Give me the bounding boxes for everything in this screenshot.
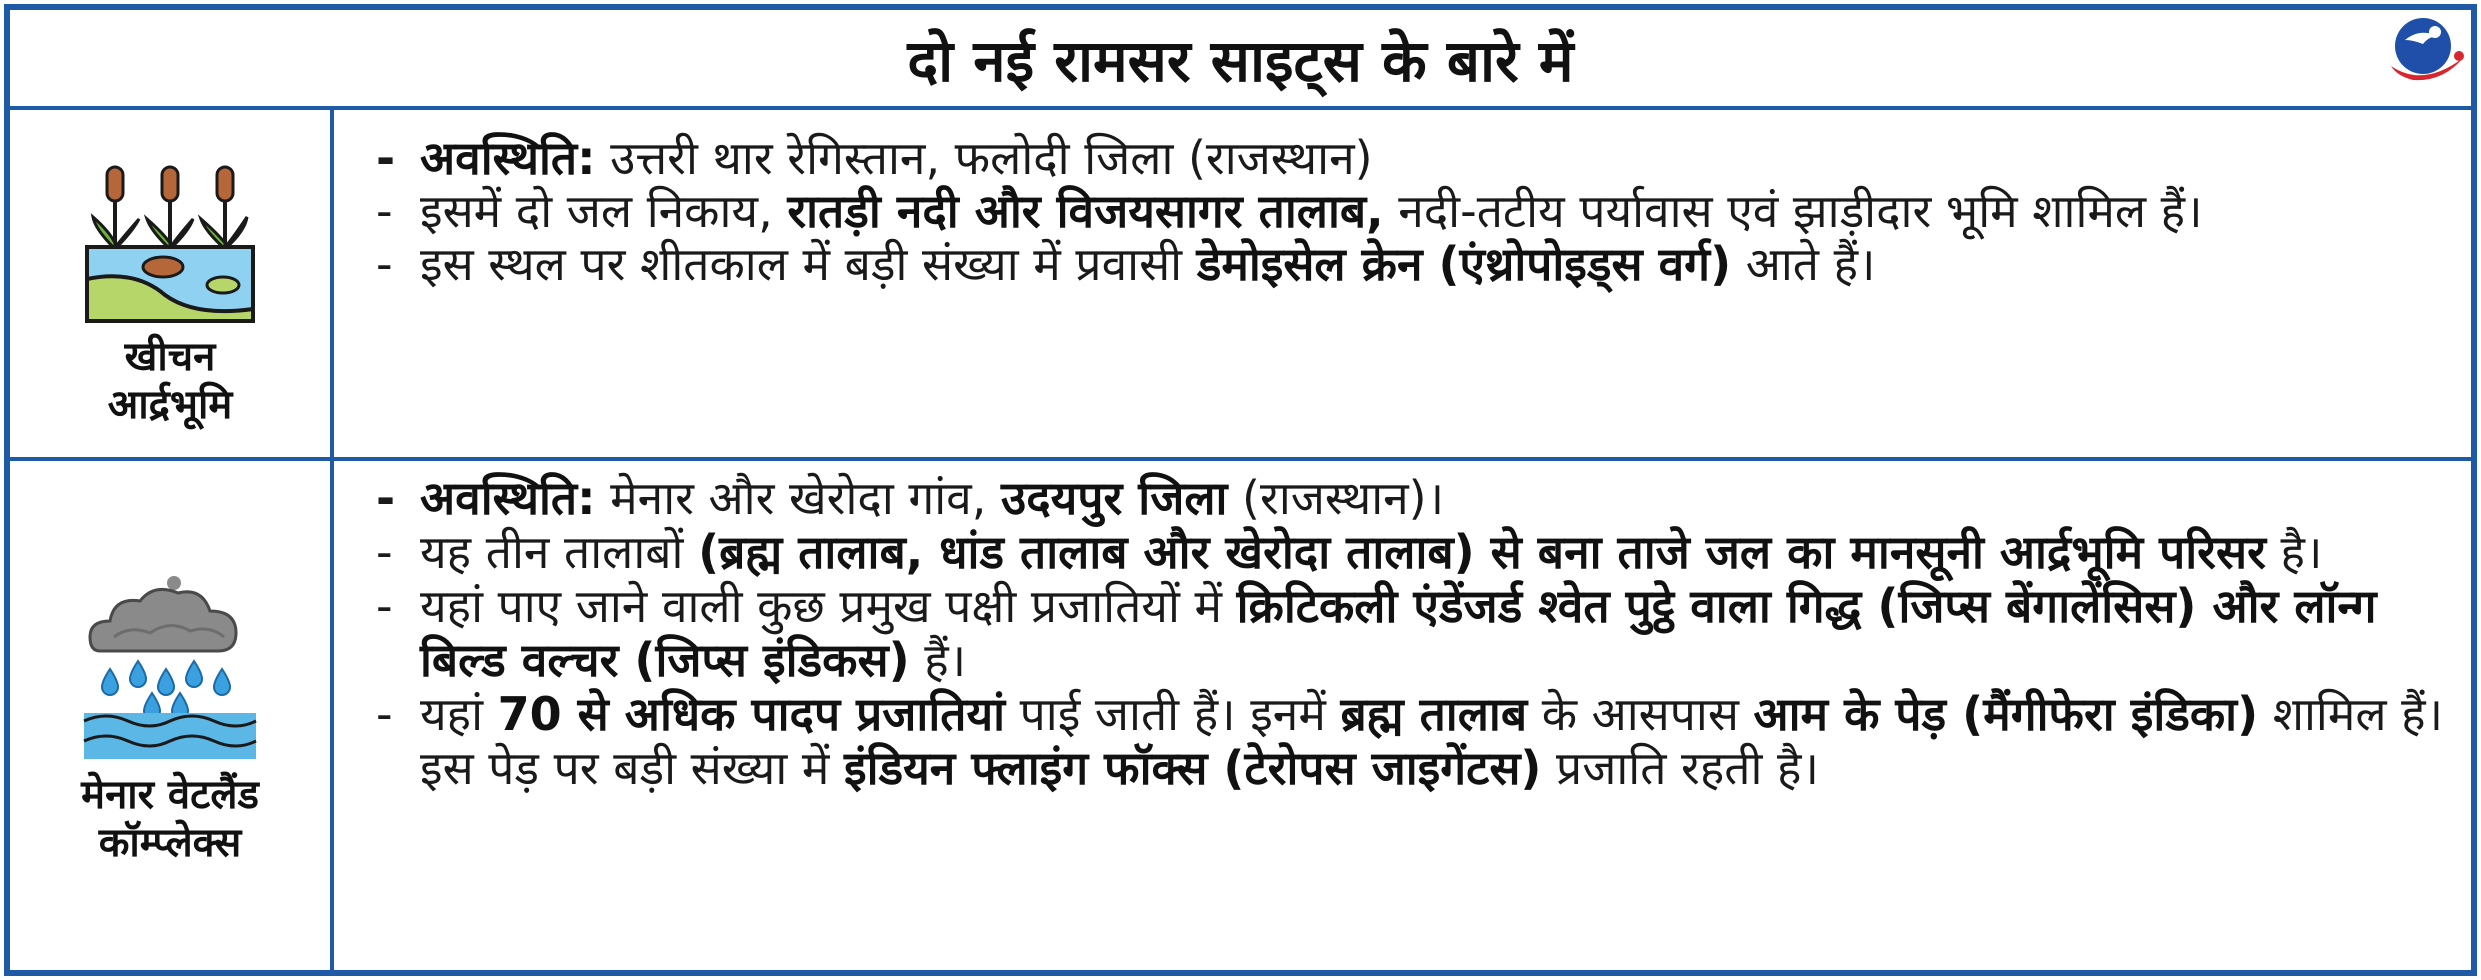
rain-cloud-water-icon (70, 565, 270, 765)
text: मेनार और खेरोदा गांव, (595, 471, 1002, 525)
bold-text: उदयपुर जिला (1001, 471, 1228, 525)
bullet-list (374, 132, 2457, 291)
bold-text: अवस्थिति: (420, 131, 596, 185)
bullet-list (374, 471, 2457, 795)
bold-text: डेमोइसेल क्रेन (एंथ्रोपोइड्स वर्ग) (1196, 237, 1732, 291)
text: है। (2265, 525, 2323, 579)
bold-text: (ब्रह्म तालाब, धांड तालाब और खेरोदा तालाब) से बना ताजे जल का मानसूनी आर्द्रभूमि परिसर (698, 525, 2266, 579)
list-item (374, 525, 2457, 579)
text: (राजस्थान)। (1227, 471, 1445, 525)
list-item (374, 185, 2457, 238)
bold-text: क्रिटिकली एंडेंजर्ड श्वेत पुट्ठे वाला गिद्ध (जिप्स बेंगालेंसिस) और लॉन्ग बिल्ड वल्चर (जिप्स इंडिकस) (420, 579, 2377, 687)
list-item (374, 132, 2457, 185)
list-item (374, 238, 2457, 291)
site-name-line2: आर्द्रभूमि (107, 381, 233, 428)
text: यहां पाए जाने वाली कुछ प्रमुख पक्षी प्रजातियों में (420, 579, 1237, 633)
wetland-reeds-icon (75, 139, 265, 329)
bold-text: ब्रह्म तालाब (1340, 687, 1528, 741)
bold-text: आम के पेड़ (मैंगीफेरा इंडिका) (1753, 687, 2259, 741)
site-label-cell (10, 110, 334, 457)
site-row-menar (10, 461, 2471, 970)
text: इस स्थल पर शीतकाल में बड़ी संख्या में प्रवासी (420, 237, 1197, 291)
list-item (374, 687, 2457, 795)
text: इसमें दो जल निकाय, (420, 184, 788, 238)
page-title: दो नई रामसर साइट्स के बारे में (907, 26, 1574, 95)
text: यहां (420, 687, 498, 741)
site-details-cell (334, 110, 2471, 457)
site-name-line1: मेनार वेटलैंड (81, 771, 259, 818)
text: के आसपास (1527, 687, 1754, 741)
text: प्रजाति रहती है। (1541, 741, 1819, 795)
list-item (374, 471, 2457, 525)
brand-logo-icon (2383, 10, 2469, 96)
site-label-cell (10, 461, 334, 970)
info-table (4, 4, 2477, 976)
text: उत्तरी थार रेगिस्तान, फलोदी जिला (राजस्थान) (595, 131, 1373, 185)
bold-text: रातड़ी नदी और विजयसागर तालाब, (787, 184, 1384, 238)
site-name-line2: कॉम्प्लेक्स (98, 819, 242, 866)
bold-text: 70 से अधिक पादप प्रजातियां (497, 687, 1006, 741)
site-name-line1: खीचन (124, 333, 216, 380)
bold-text: इंडियन फ्लाइंग फॉक्स (टेरोपस जाइगेंटस) (844, 741, 1542, 795)
text: यह तीन तालाबों (420, 525, 699, 579)
text: हैं। (909, 633, 967, 687)
text: शामिल हैं। इस पेड़ पर बड़ी संख्या में (420, 687, 2444, 795)
site-row-khichan (10, 110, 2471, 461)
list-item (374, 579, 2457, 687)
title-row (10, 10, 2471, 110)
text: आते हैं। (1731, 237, 1876, 291)
text: पाई जाती हैं। इनमें (1005, 687, 1341, 741)
bold-text: अवस्थिति: (420, 471, 596, 525)
site-details-cell (334, 461, 2471, 970)
text: नदी-तटीय पर्यावास एवं झाड़ीदार भूमि शामिल हैं। (1383, 184, 2203, 238)
